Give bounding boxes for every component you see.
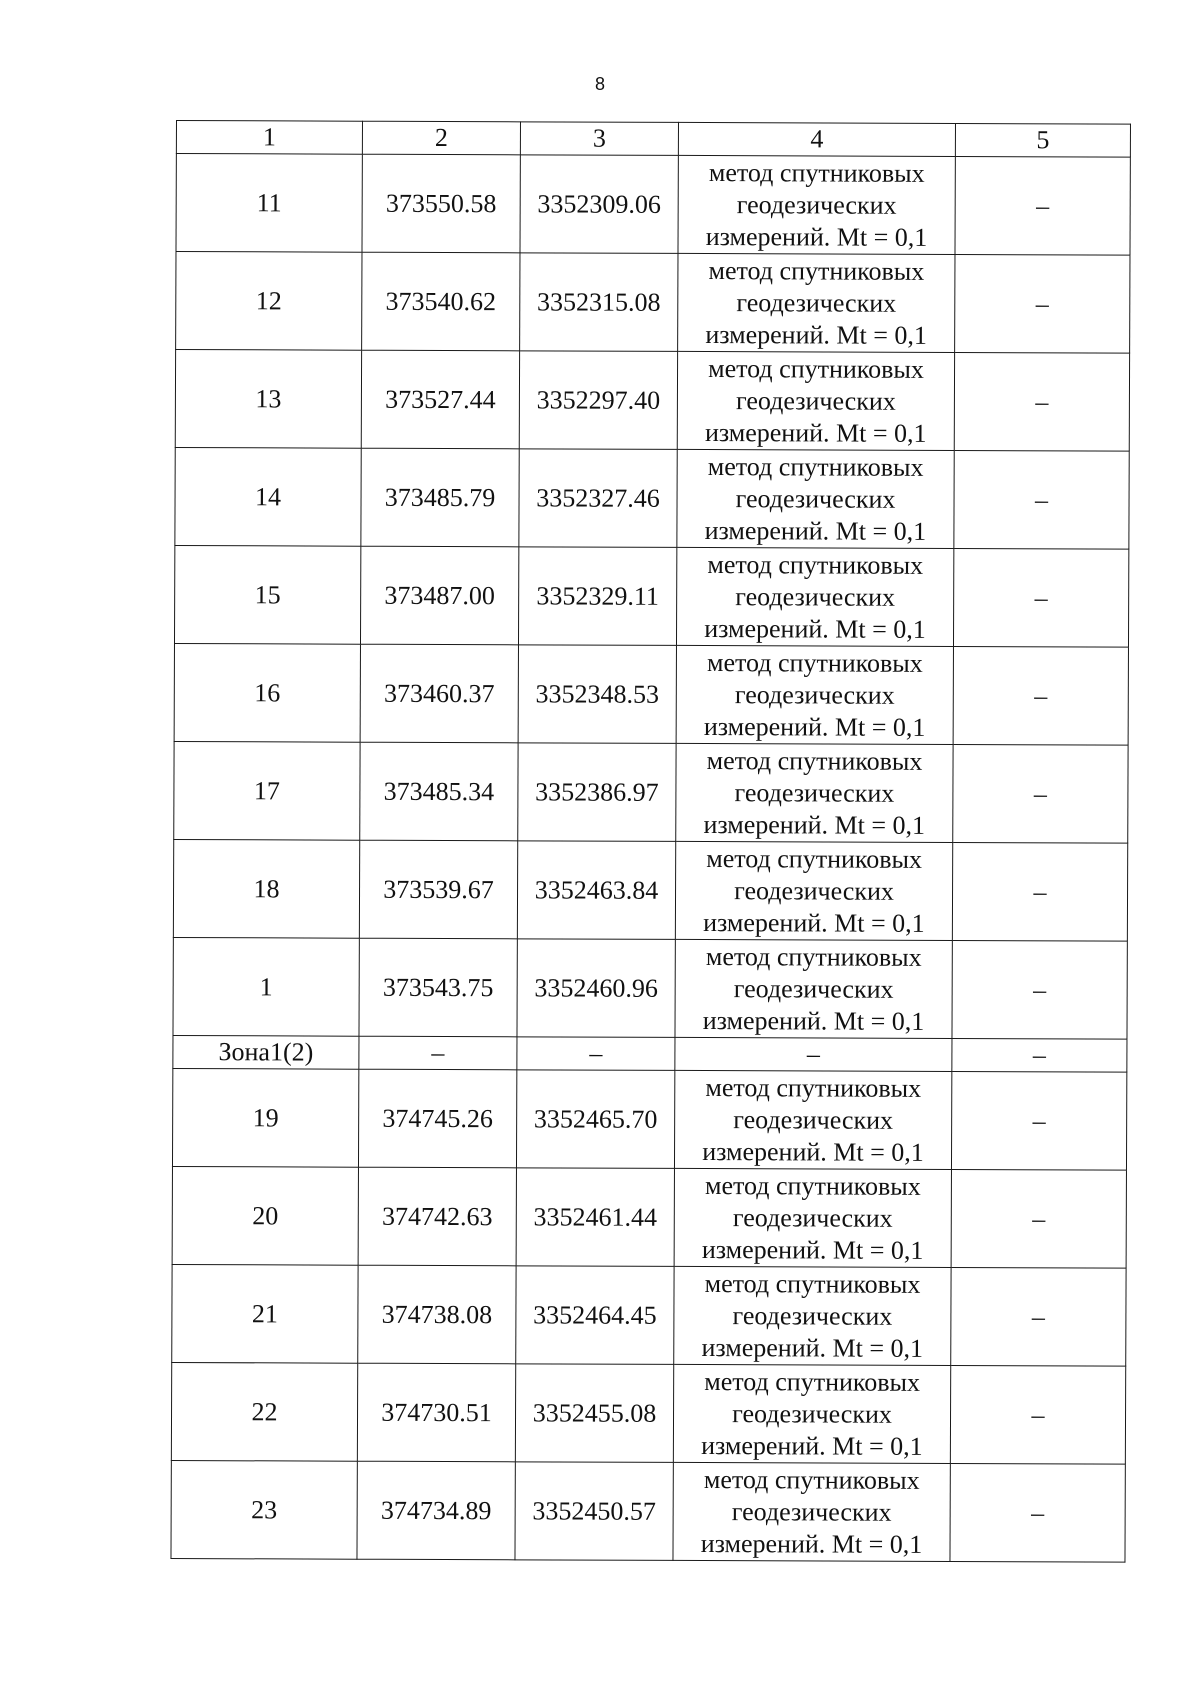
table-row	[173, 839, 1127, 941]
y-coordinate-cell: 3352309.06	[520, 155, 678, 254]
method-line: геодезических	[735, 483, 896, 514]
point-number-cell: 1	[173, 937, 359, 1036]
x-coordinate-cell: 374730.51	[357, 1363, 515, 1462]
method-line: геодезических	[732, 1398, 892, 1429]
method-line: измерений. Mt = 0,1	[701, 1332, 924, 1363]
method-cell	[676, 645, 953, 744]
method-line: метод спутниковых	[705, 941, 922, 972]
method-line: метод спутниковых	[706, 843, 923, 874]
point-number-cell: Зона1(2)	[173, 1035, 359, 1069]
method-cell: –	[675, 1037, 952, 1071]
table-row	[172, 1068, 1126, 1170]
x-coordinate-cell: 373460.37	[360, 644, 518, 743]
method-line: геодезических	[735, 385, 896, 416]
method-cell	[676, 547, 953, 646]
table-row	[172, 1166, 1126, 1268]
column-header: 1	[176, 121, 362, 155]
method-line: метод спутниковых	[708, 255, 925, 286]
method-line: геодезических	[734, 875, 894, 906]
y-coordinate-cell: 3352297.40	[519, 351, 677, 450]
method-line: измерений. Mt = 0,1	[703, 907, 925, 938]
method-cell	[674, 1266, 951, 1365]
method-line: геодезических	[734, 777, 895, 808]
method-line: геодезических	[735, 581, 896, 612]
x-coordinate-cell: 374742.63	[358, 1167, 516, 1266]
method-line: метод спутниковых	[704, 1170, 921, 1201]
method-line: измерений. Mt = 0,1	[705, 221, 928, 252]
method-line: метод спутниковых	[708, 157, 925, 188]
x-coordinate-cell: 373527.44	[361, 350, 519, 449]
method-cell	[678, 155, 955, 254]
note-cell: –	[954, 352, 1129, 451]
method-line: геодезических	[733, 1104, 894, 1135]
y-coordinate-cell: 3352315.08	[520, 253, 678, 352]
table-body	[171, 121, 1131, 1563]
method-line: измерений. Mt = 0,1	[702, 1005, 925, 1036]
x-coordinate-cell: 374745.26	[358, 1069, 516, 1168]
point-number-cell: 15	[174, 545, 360, 644]
method-line: измерений. Mt = 0,1	[704, 515, 927, 546]
method-line: геодезических	[732, 1300, 893, 1331]
y-coordinate-cell: 3352329.11	[518, 547, 676, 646]
column-header: 4	[678, 122, 955, 156]
method-line: метод спутниковых	[706, 745, 923, 776]
x-coordinate-cell: 374738.08	[358, 1265, 516, 1364]
method-cell	[673, 1364, 950, 1463]
point-number-cell: 14	[175, 447, 361, 546]
table-row	[175, 447, 1129, 549]
table-row	[171, 1362, 1125, 1464]
page-number: 8	[594, 74, 605, 94]
x-coordinate-cell: 373550.58	[362, 154, 520, 253]
method-line: метод спутниковых	[707, 647, 923, 678]
table-row	[176, 154, 1130, 256]
y-coordinate-cell: 3352461.44	[516, 1168, 674, 1267]
point-number-cell: 18	[173, 839, 359, 938]
x-coordinate-cell: 373543.75	[359, 938, 517, 1037]
table-row	[174, 643, 1128, 745]
point-number-cell: 21	[172, 1264, 358, 1363]
point-number-cell: 11	[176, 154, 362, 253]
method-line: измерений. Mt = 0,1	[703, 809, 926, 840]
method-cell	[674, 1070, 951, 1169]
column-header: 2	[362, 121, 520, 155]
note-cell: –	[952, 940, 1127, 1039]
column-header: 3	[520, 122, 678, 156]
x-coordinate-cell: 373540.62	[362, 252, 520, 351]
y-coordinate-cell: 3352450.57	[515, 1462, 673, 1561]
y-coordinate-cell: –	[517, 1037, 675, 1071]
method-line: геодезических	[734, 679, 895, 710]
note-cell: –	[951, 1169, 1126, 1268]
point-number-cell: 20	[172, 1166, 358, 1265]
method-cell	[676, 743, 953, 842]
point-number-cell: 13	[175, 350, 361, 449]
coordinates-table	[170, 120, 1131, 1563]
x-coordinate-cell: 373539.67	[359, 840, 517, 939]
note-cell: –	[951, 1071, 1126, 1170]
y-coordinate-cell: 3352463.84	[517, 841, 675, 940]
method-line: геодезических	[733, 973, 894, 1004]
method-line: измерений. Mt = 0,1	[700, 1528, 923, 1559]
method-cell	[673, 1462, 950, 1561]
method-line: метод спутниковых	[708, 353, 924, 384]
table-row	[171, 1460, 1125, 1562]
method-cell	[677, 351, 954, 450]
method-cell	[674, 1168, 951, 1267]
x-coordinate-cell: 373487.00	[360, 546, 518, 645]
y-coordinate-cell: 3352465.70	[516, 1070, 674, 1169]
method-line: метод спутниковых	[705, 1072, 922, 1103]
point-number-cell: 23	[171, 1460, 357, 1559]
method-line: геодезических	[736, 287, 897, 318]
method-line: геодезических	[736, 189, 897, 220]
table-row	[174, 741, 1128, 843]
note-cell: –	[951, 1267, 1126, 1366]
table-row	[176, 252, 1130, 354]
method-line: измерений. Mt = 0,1	[704, 613, 926, 644]
table-row	[174, 545, 1128, 647]
point-number-cell: 19	[172, 1068, 358, 1167]
note-cell: –	[950, 1463, 1125, 1562]
method-line: метод спутниковых	[707, 451, 924, 482]
note-cell: –	[953, 744, 1128, 843]
y-coordinate-cell: 3352460.96	[517, 939, 675, 1038]
table-row	[175, 350, 1129, 452]
note-cell: –	[953, 646, 1128, 745]
method-line: метод спутниковых	[703, 1464, 920, 1495]
note-cell: –	[955, 254, 1130, 353]
point-number-cell: 17	[174, 741, 360, 840]
method-line: геодезических	[732, 1202, 893, 1233]
method-line: измерений. Mt = 0,1	[704, 417, 927, 448]
method-cell	[675, 939, 952, 1038]
y-coordinate-cell: 3352464.45	[516, 1266, 674, 1365]
method-line: измерений. Mt = 0,1	[703, 711, 926, 742]
method-line: метод спутниковых	[704, 1366, 921, 1397]
note-cell: –	[952, 842, 1127, 941]
note-cell: –	[953, 548, 1128, 647]
table-row	[173, 937, 1127, 1039]
y-coordinate-cell: 3352386.97	[518, 743, 676, 842]
column-header: 5	[955, 123, 1130, 157]
note-cell: –	[954, 450, 1129, 549]
method-line: геодезических	[731, 1496, 892, 1527]
y-coordinate-cell: 3352348.53	[518, 645, 676, 744]
method-cell	[678, 253, 955, 352]
y-coordinate-cell: 3352327.46	[519, 449, 677, 548]
method-line: измерений. Mt = 0,1	[705, 319, 928, 350]
point-number-cell: 12	[176, 252, 362, 351]
method-line: метод спутниковых	[704, 1268, 921, 1299]
y-coordinate-cell: 3352455.08	[515, 1364, 673, 1463]
table-row	[172, 1264, 1126, 1366]
zone-row	[173, 1035, 1127, 1072]
method-cell	[675, 841, 952, 940]
note-cell: –	[955, 156, 1130, 255]
note-cell: –	[950, 1365, 1125, 1464]
x-coordinate-cell: –	[359, 1036, 517, 1070]
method-line: измерений. Mt = 0,1	[702, 1136, 924, 1167]
x-coordinate-cell: 373485.79	[361, 448, 519, 547]
method-cell	[677, 449, 954, 548]
point-number-cell: 22	[171, 1362, 357, 1461]
note-cell: –	[952, 1038, 1127, 1072]
table-header-row	[176, 121, 1130, 158]
x-coordinate-cell: 373485.34	[360, 742, 518, 841]
method-line: метод спутниковых	[707, 549, 924, 580]
method-line: измерений. Mt = 0,1	[701, 1234, 924, 1265]
point-number-cell: 16	[174, 643, 360, 742]
method-line: измерений. Mt = 0,1	[701, 1430, 923, 1461]
x-coordinate-cell: 374734.89	[357, 1461, 515, 1560]
